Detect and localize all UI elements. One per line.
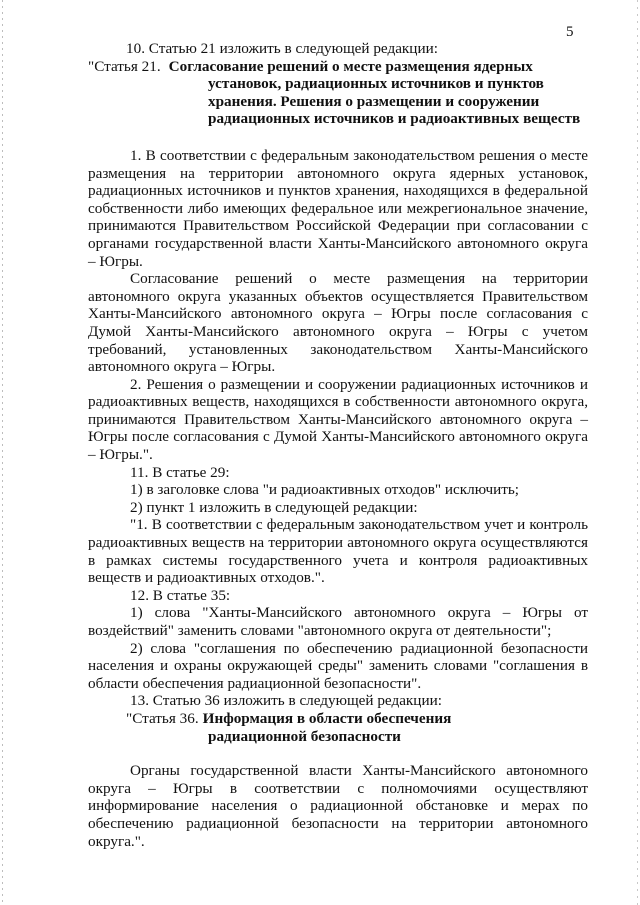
item-11-point-1: 1) в заголовке слова "и радиоактивных отходов" исключить; (130, 481, 520, 499)
article-21-title-line-1: Согласование решений о месте размещения ядерных (168, 57, 533, 75)
page-number: 5 (566, 24, 574, 40)
article-36-heading (88, 710, 588, 728)
item-11-quote: "1. В соответствии с федеральным законодательством учет и контроль радиоактивных веществ на территории автономного округа осуществляются в рамках системы государственного учета и контроля радиоактивных веществ и радиоактивных отходов.". (88, 516, 588, 587)
article-21-heading (88, 58, 588, 76)
article-36-paragraph-1: Органы государственной власти Ханты-Мансийского автономного округа – Югры в соответствии с полномочиями осуществляют информирование населения о радиационной обстановке и мерах по обеспечению радиационной безопасности на территории автономного округа.". (88, 762, 588, 850)
article-21-title-line-3: хранения. Решения о размещении и сооружении (208, 92, 540, 110)
article-21-title-line-2: установок, радиационных источников и пунктов (208, 75, 544, 93)
article-21-label: "Статья 21. (88, 57, 161, 75)
article-21-paragraph-1: 1. В соответствии с федеральным законодательством решения о месте размещения на территории автономного округа ядерных установок, радиационных источников и пунктов хранения, находящихся в федеральной собственности либо имеющих федеральное или межрегиональное значение, принимаются Правительством Российской Федерации при согласовании с органами государственной власти Ханты-Мансийского автономного округа – Югры. (88, 146, 588, 270)
scan-edge-right (637, 0, 638, 905)
article-36-label: "Статья 36. (126, 709, 199, 727)
article-36-title-line-2: радиационной безопасности (208, 727, 401, 745)
document-body (88, 40, 588, 850)
article-36-title-line-1: Информация в области обеспечения (202, 709, 452, 727)
item-10-intro: 10. Статью 21 изложить в следующей редакции: (126, 40, 438, 57)
item-12-point-1: 1) слова "Ханты-Мансийского автономного округа – Югры от воздействий" заменить словами "автономного округа от деятельности"; (88, 604, 588, 639)
item-13-intro: 13. Статью 36 изложить в следующей редакции: (130, 692, 442, 710)
item-11-point-2: 2) пункт 1 изложить в следующей редакции: (130, 498, 418, 516)
item-11-intro: 11. В статье 29: (130, 463, 230, 481)
item-12-intro: 12. В статье 35: (130, 586, 231, 604)
article-21-paragraph-2: Согласование решений о месте размещения на территории автономного округа указанных объектов осуществляется Правительством Ханты-Мансийского автономного округа – Югры после согласования с Думой Ханты-Мансийского автономного округа – Югры с учетом требований, установленных законодательством Ханты-Мансийского автономного округа – Югры. (88, 270, 588, 376)
scan-edge-left (2, 0, 3, 905)
article-21-title-line-4: радиационных источников и радиоактивных веществ (208, 110, 581, 128)
article-21-paragraph-3: 2. Решения о размещении и сооружении радиационных источников и радиоактивных веществ, находящихся в собственности автономного округа, принимаются Правительством Ханты-Мансийского автономного округа – Югры после согласования с Думой Ханты-Мансийского автономного округа – Югры.". (88, 375, 588, 464)
item-12-point-2: 2) слова "соглашения по обеспечению радиационной безопасности населения и охраны окружающей среды" заменить словами "соглашения в области обеспечения радиационной безопасности". (88, 639, 588, 692)
